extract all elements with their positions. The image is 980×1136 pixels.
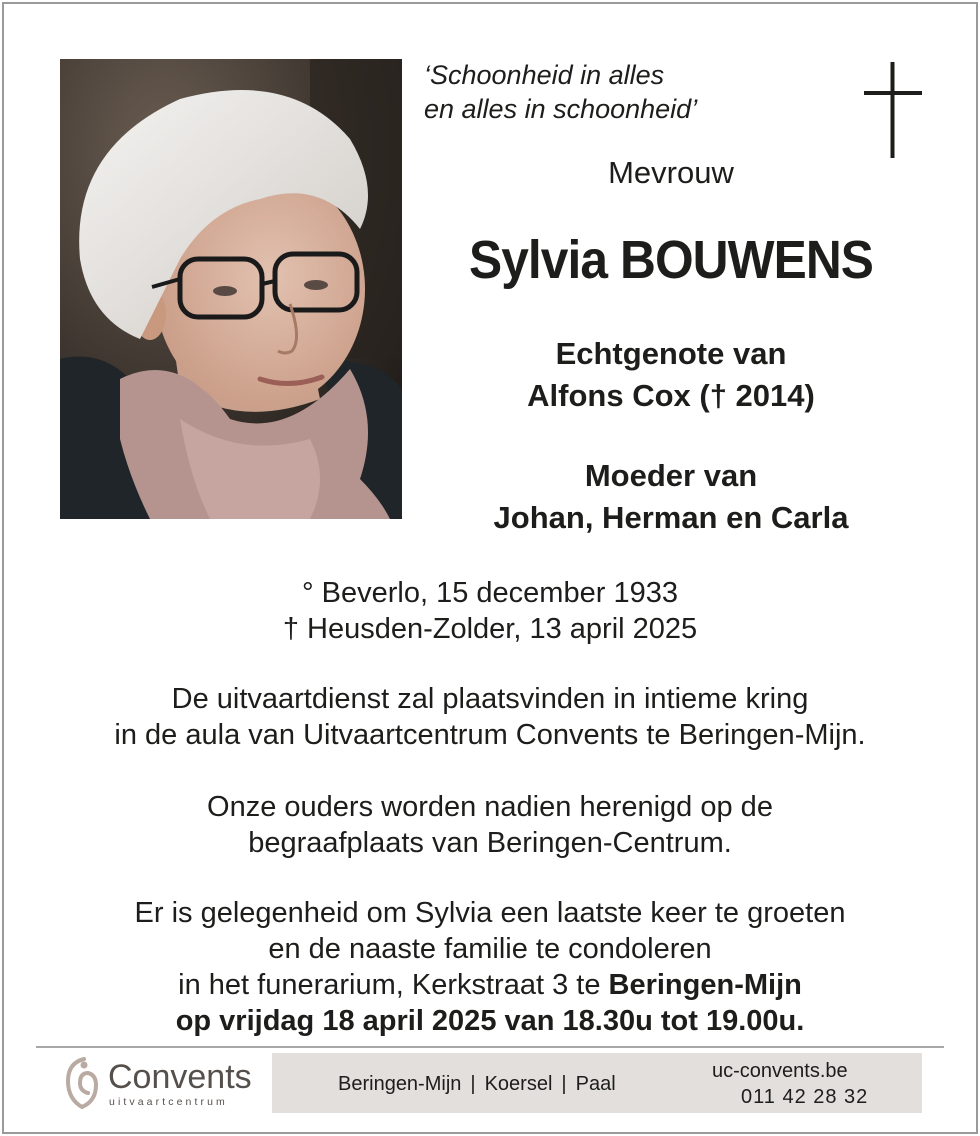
children-line-2: Johan, Herman en Carla [493,500,849,535]
burial-line-2: begraafplaats van Beringen-Centrum. [248,827,732,859]
visitation-line-2: en de naaste familie te condoleren [268,933,712,965]
service-paragraph [0,681,980,753]
quote [424,58,697,126]
location-separator: | [470,1073,476,1095]
location-paal: Paal [575,1073,616,1095]
visitation-address: in het funerarium, Kerkstraat 3 te [178,969,609,1001]
location-separator: | [561,1073,567,1095]
location-koersel: Koersel [484,1073,553,1095]
life-dates [0,575,980,647]
convents-logo-icon [62,1055,102,1111]
children-info [420,455,922,539]
spouse-info [420,333,922,417]
birth-date: ° Beverlo, 15 december 1933 [302,577,678,609]
visitation-location: Beringen-Mijn [608,969,802,1001]
logo-subtitle: uitvaartcentrum [109,1096,228,1108]
location-beringen-mijn: Beringen-Mijn [338,1073,462,1095]
locations-list [338,1071,616,1097]
footer-divider [36,1046,944,1048]
logo-name: Convents [108,1058,252,1096]
spouse-line-1: Echtgenote van [555,336,787,371]
quote-line-1: ‘Schoonheid in alles [424,60,665,90]
visitation-line-3 [0,967,980,1003]
deceased-name: Sylvia BOUWENS [469,230,873,290]
quote-line-2: en alles in schoonheid’ [424,94,698,124]
cross-icon [864,62,922,158]
death-date: † Heusden-Zolder, 13 april 2025 [282,613,698,645]
burial-paragraph [0,789,980,861]
website-link[interactable]: uc-convents.be [712,1060,848,1082]
honorific: Mevrouw [608,155,734,190]
burial-line-1: Onze ouders worden nadien herenigd op de [207,791,773,823]
portrait-photo [60,59,402,519]
visitation-time: op vrijdag 18 april 2025 van 18.30u tot 19.00u. [175,1005,805,1037]
phone-number[interactable]: 011 42 28 32 [741,1086,869,1108]
visitation-paragraph [0,895,980,1039]
service-line-1: De uitvaartdienst zal plaatsvinden in intieme kring [171,683,809,715]
children-line-1: Moeder van [584,458,758,493]
visitation-line-1: Er is gelegenheid om Sylvia een laatste keer te groeten [134,897,846,929]
service-line-2: in de aula van Uitvaartcentrum Convents te Beringen-Mijn. [114,719,866,751]
spouse-line-2: Alfons Cox († 2014) [527,378,815,413]
